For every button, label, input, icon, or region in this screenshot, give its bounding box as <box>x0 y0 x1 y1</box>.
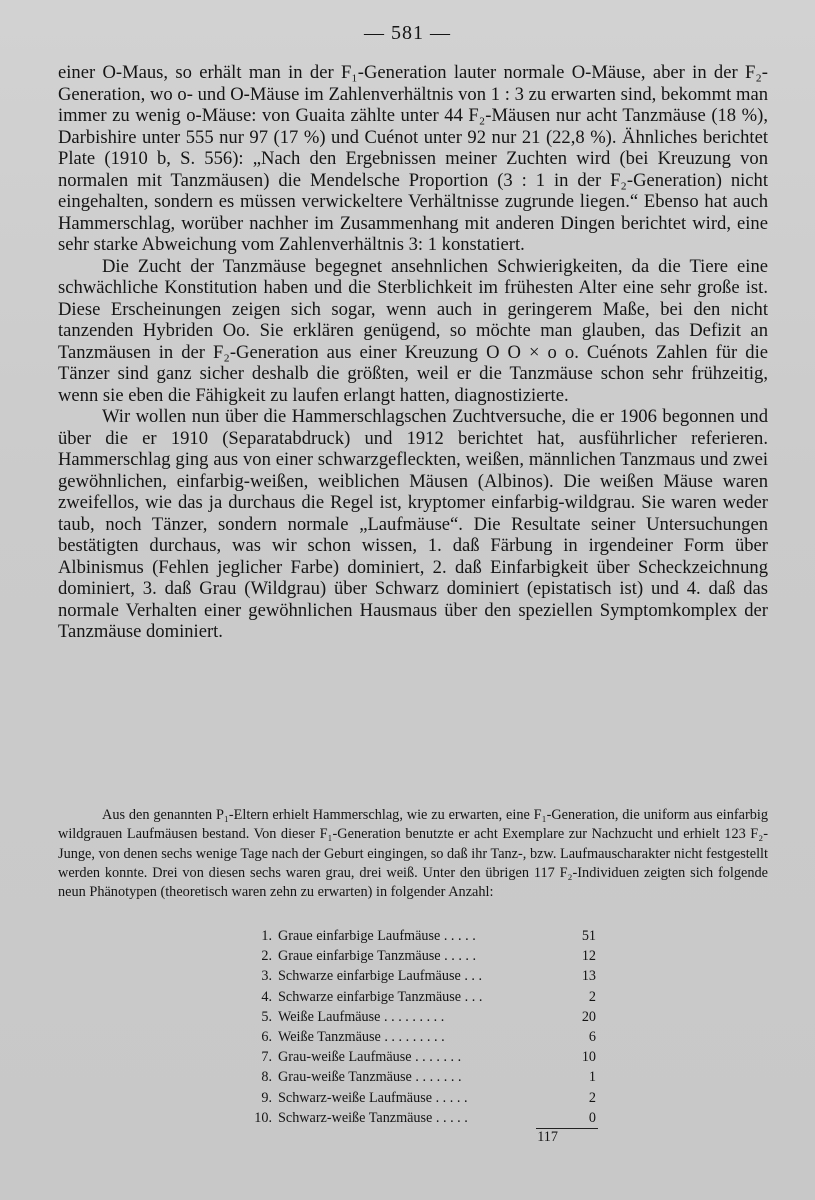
table-row <box>244 1088 604 1108</box>
row-value: 2 <box>588 988 596 1005</box>
row-value: 1 <box>588 1069 596 1086</box>
row-number: 2. <box>261 948 272 965</box>
row-label: Graue einfarbige Laufmäuse . . . . . <box>278 928 476 944</box>
row-number: 5. <box>261 1008 272 1025</box>
small-paragraph: Aus den genannten P₁-Eltern erhielt Hammerschlag, wie zu erwarten, eine F₁-Generation, die uniform aus einfarbig wildgrauen Laufmäusen bestand. Von dieser F₁-Generation benutzte er acht Exemplare zur Nachzucht und erhielt 123 F₂-Junge, von denen sechs wenige Tage nach der Geburt eingingen, so daß ihr Tanz-, bzw. Laufmauscharakter nicht festgestellt werden konnte. Drei von diesen sechs waren grau, drei weiß. Unter den übrigen 117 F₂-Individuen zeigten sich folgende neun Phänotypen (theoretisch waren zehn zu erwarten) in folgender Anzahl: <box>58 807 768 901</box>
row-value: 13 <box>581 968 596 985</box>
main-text <box>58 62 768 643</box>
table-row <box>244 1067 604 1087</box>
table-row <box>244 1108 604 1128</box>
row-value: 51 <box>581 928 596 944</box>
row-value: 10 <box>581 1049 596 1066</box>
row-number: 3. <box>261 968 272 985</box>
table-row <box>244 1027 604 1047</box>
row-label: Grau-weiße Tanzmäuse . . . . . . . <box>278 1069 462 1086</box>
paragraph-2: Die Zucht der Tanzmäuse begegnet ansehnlichen Schwierigkeiten, da die Tiere eine schwächliche Konstitution haben und die Sterblichkeit im frühesten Alter eine sehr große ist. Diese Erscheinungen zeigen sich sogar, wenn auch in geringerem Maße, bei den nicht tanzenden Hybriden Oo. Sie erklären genügend, so möchte man glauben, das Defizit an Tanzmäusen in der F₂-Generation aus einer Kreuzung O O × o o. Cuénots Zahlen für die Tänzer sind ganz sicher deshalb die größten, weil er die Tanzmäuse schon sehr frühzeitig, wenn sie eben die Fähigkeit zu laufen erlangt hatten, diagnostizierte. <box>58 255 768 406</box>
row-label: Schwarz-weiße Tanzmäuse . . . . . <box>278 1109 468 1126</box>
row-label: Schwarze einfarbige Tanzmäuse . . . <box>278 988 483 1005</box>
table-row <box>244 987 604 1007</box>
row-number: 9. <box>261 1089 272 1106</box>
paragraph-3: Wir wollen nun über die Hammerschlagschen Zuchtversuche, die er 1906 begonnen und über die er 1910 (Separatabdruck) und 1912 berichtet hat, ausführlicher referieren. Hammerschlag ging aus von einer schwarzgefleckten, weißen, männlichen Tanzmaus und zwei gewöhnlichen, einfarbig-weißen, weiblichen Mäusen (Albinos). Die weißen Mäuse waren zweifellos, wie das ja durchaus die Regel ist, kryptomer einfarbig-wildgrau. Sie waren weder taub, noch Tänzer, sondern normale „Laufmäuse“. Die Resultate seiner Untersuchungen bestätigten durchaus, was wir schon wissen, 1. daß Färbung in irgendeiner Form über Albinismus (Fehlen jeglicher Farbe) dominiert, 2. daß Einfarbigkeit über Scheckzeichnung dominiert, 3. daß Grau (Wildgrau) über Schwarz dominiert (epistatisch ist) und 4. daß das normale Verhalten einer gewöhnlichen Hausmaus über den speziellen Symptomkomplex der Tanzmäuse dominiert. <box>58 406 768 642</box>
table-row <box>244 1007 604 1027</box>
row-value: 12 <box>581 948 596 965</box>
table-row <box>244 946 604 966</box>
paragraph-1: einer O-Maus, so erhält man in der F₁-Generation lauter normale O-Mäuse, aber in der F₂-Generation, wo o- und O-Mäuse im Zahlenverhältnis von 1 : 3 zu erwarten sind, bekommt man immer zu wenig o-Mäuse: von Guaita zählte unter 44 F₂-Mäusen nur acht Tanzmäuse (18 %), Darbishire unter 555 nur 97 (17 %) und Cuénot unter 92 nur 21 (22,8 %). Ähnliches berichtet Plate (1910 b, S. 556): „Nach den Ergebnissen meiner Zuchten wird (bei Kreuzung von normalen mit Tanzmäusen) die Mendelsche Proportion (3 : 1 in der F₂-Generation) nicht eingehalten, sondern es müssen verwickeltere Verhältnisse zugrunde liegen.“ Ebenso hat auch Hammerschlag, worüber nachher im Zusammenhang mit anderen Dingen berichtet wird, eine sehr starke Abweichung vom Zahlenverhältnis 3: 1 konstatiert. <box>58 62 768 255</box>
row-label: Graue einfarbige Tanzmäuse . . . . . <box>278 948 477 965</box>
table-row <box>244 926 604 946</box>
row-value: 0 <box>588 1109 596 1126</box>
row-value: 20 <box>581 1008 596 1025</box>
row-label: Weiße Tanzmäuse . . . . . . . . . <box>278 1029 445 1046</box>
row-number: 7. <box>261 1049 272 1066</box>
small-print-section <box>58 806 768 902</box>
row-number: 1. <box>261 928 272 944</box>
table-total: 117 <box>537 1129 558 1145</box>
table-row <box>244 1047 604 1067</box>
row-number: 4. <box>261 988 272 1005</box>
row-label: Schwarz-weiße Laufmäuse . . . . . <box>278 1089 468 1106</box>
row-value: 2 <box>588 1089 596 1106</box>
row-number: 10. <box>254 1109 272 1126</box>
row-value: 6 <box>588 1029 596 1046</box>
row-number: 6. <box>261 1029 272 1046</box>
row-number: 8. <box>261 1069 272 1086</box>
row-label: Weiße Laufmäuse . . . . . . . . . <box>278 1008 445 1025</box>
table-row <box>244 966 604 986</box>
page-number: — 581 — <box>364 22 451 44</box>
row-label: Schwarze einfarbige Laufmäuse . . . <box>278 968 483 985</box>
phenotype-table <box>244 926 604 1128</box>
row-label: Grau-weiße Laufmäuse . . . . . . . <box>278 1049 462 1066</box>
